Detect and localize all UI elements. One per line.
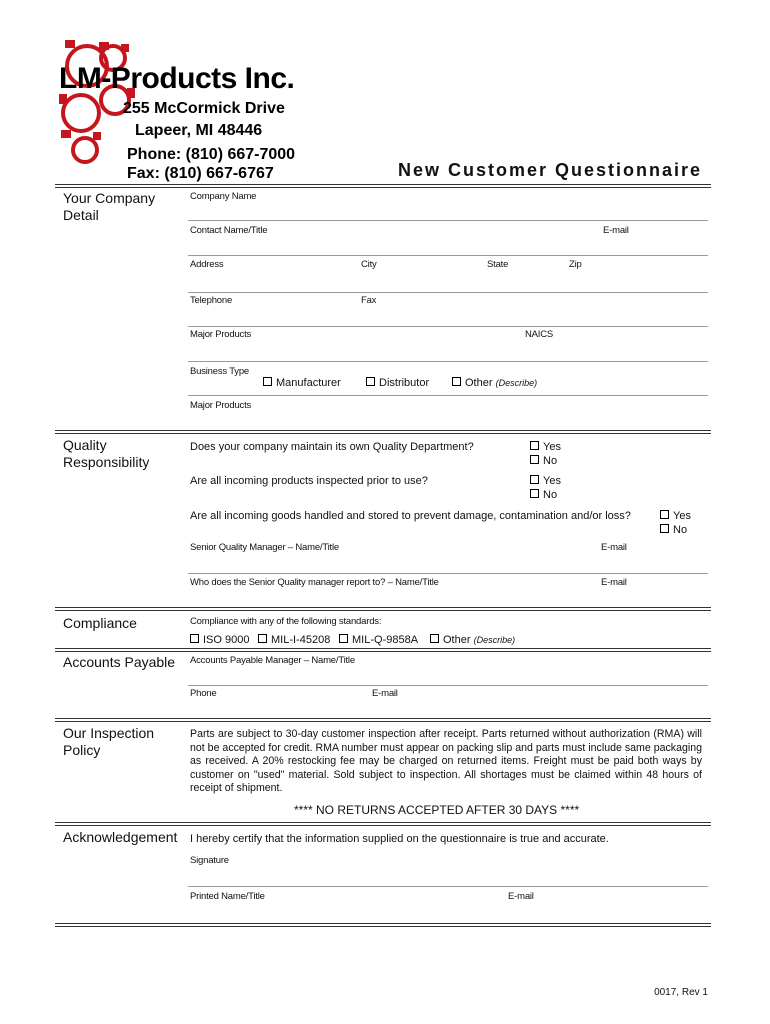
company-name: LM-Products Inc. (59, 62, 295, 95)
quality-q1: Does your company maintain its own Quality Department? (190, 441, 474, 453)
ack-statement: I hereby certify that the information supplied on the questionnaire is true and accurate. (190, 833, 609, 845)
form-title: New Customer Questionnaire (398, 160, 703, 180)
company-name-field[interactable] (188, 220, 708, 221)
reports-to-email-label: E-mail (601, 577, 627, 588)
section-divider (55, 822, 711, 826)
company-city: Lapeer, MI 48446 (135, 122, 263, 139)
section-label-inspection: Our Inspection Policy (63, 725, 155, 758)
signature-field[interactable] (188, 886, 708, 887)
section-divider (55, 923, 711, 927)
signature-label: Signature (190, 855, 229, 866)
section-label-accounts: Accounts Payable (63, 654, 176, 670)
state-label: State (487, 259, 509, 270)
section-label-compliance: Compliance (63, 615, 137, 631)
business-type-field[interactable] (188, 395, 708, 396)
section-divider (55, 718, 711, 722)
senior-manager-field[interactable] (188, 573, 708, 574)
quality-q3-no[interactable]: No (660, 524, 687, 536)
checkbox-icon[interactable] (258, 634, 267, 643)
address-field[interactable] (188, 292, 708, 293)
senior-manager-email-label: E-mail (601, 542, 627, 553)
checkbox-icon[interactable] (339, 634, 348, 643)
zip-label: Zip (569, 259, 582, 270)
quality-q1-yes[interactable]: Yes (530, 441, 561, 453)
section-divider (55, 430, 711, 434)
major-products-field[interactable] (188, 361, 708, 362)
checkbox-icon[interactable] (530, 475, 539, 484)
quality-q3: Are all incoming goods handled and stored to prevent damage, contamination and/or loss? (190, 510, 631, 522)
checkbox-icon[interactable] (430, 634, 439, 643)
ap-email-label: E-mail (372, 688, 398, 699)
section-label-quality: Quality Responsibility (63, 437, 150, 470)
printed-name-label: Printed Name/Title (190, 891, 265, 902)
telephone-label: Telephone (190, 295, 233, 306)
checkbox-icon[interactable] (530, 441, 539, 450)
address-label: Address (190, 259, 224, 270)
major-products-label: Major Products (190, 329, 252, 340)
fax-label: Fax (361, 295, 377, 306)
section-divider (55, 607, 711, 611)
ap-manager-label: Accounts Payable Manager – Name/Title (190, 655, 355, 666)
checkbox-icon[interactable] (366, 377, 375, 386)
quality-q2: Are all incoming products inspected prior to use? (190, 475, 428, 487)
checkbox-icon[interactable] (530, 489, 539, 498)
section-label-company-detail: Your Company Detail (63, 190, 156, 223)
naics-label: NAICS (525, 329, 554, 340)
contact-label: Contact Name/Title (190, 225, 268, 236)
section-divider (55, 648, 711, 652)
business-type-distributor[interactable]: Distributor (366, 377, 429, 389)
quality-q1-no[interactable]: No (530, 455, 557, 467)
section-divider (55, 184, 711, 188)
reports-to-label: Who does the Senior Quality manager report to? – Name/Title (190, 577, 439, 588)
city-label: City (361, 259, 377, 270)
business-type-other[interactable]: Other (Describe) (452, 377, 537, 389)
contact-email-label: E-mail (603, 225, 629, 236)
checkbox-icon[interactable] (452, 377, 461, 386)
quality-q2-no[interactable]: No (530, 489, 557, 501)
no-returns-notice: **** NO RETURNS ACCEPTED AFTER 30 DAYS **** (294, 803, 580, 817)
company-phone: Phone: (810) 667-7000 (127, 146, 296, 163)
company-address: 255 McCormick Drive (123, 100, 285, 117)
business-type-label: Business Type (190, 366, 250, 377)
compliance-mil2[interactable]: MIL-Q-9858A (339, 634, 418, 646)
compliance-iso[interactable]: ISO 9000 (190, 634, 249, 646)
contact-field[interactable] (188, 255, 708, 256)
senior-manager-label: Senior Quality Manager – Name/Title (190, 542, 339, 553)
compliance-mil1[interactable]: MIL-I-45208 (258, 634, 330, 646)
telephone-field[interactable] (188, 326, 708, 327)
ap-manager-field[interactable] (188, 685, 708, 686)
checkbox-icon[interactable] (660, 510, 669, 519)
major-products-2-label: Major Products (190, 400, 252, 411)
section-label-acknowledgement: Acknowledgement (63, 829, 178, 845)
company-fax: Fax: (810) 667-6767 (127, 165, 274, 182)
company-logo (55, 38, 295, 188)
business-type-manufacturer[interactable]: Manufacturer (263, 377, 341, 389)
compliance-prompt: Compliance with any of the following standards: (190, 616, 382, 627)
checkbox-icon[interactable] (530, 455, 539, 464)
compliance-other[interactable]: Other (Describe) (430, 634, 515, 646)
ack-email-label: E-mail (508, 891, 534, 902)
quality-q2-yes[interactable]: Yes (530, 475, 561, 487)
form-revision: 0017, Rev 1 (654, 987, 708, 998)
ap-phone-label: Phone (190, 688, 217, 699)
company-name-label: Company Name (190, 191, 257, 202)
checkbox-icon[interactable] (190, 634, 199, 643)
quality-q3-yes[interactable]: Yes (660, 510, 691, 522)
inspection-policy-text: Parts are subject to 30-day customer inspection after receipt. Parts returned without authorization (RMA) will not be accepted for credit. RMA number must appear on packing slip and parts must include same packaging as received. A 20% restocking fee may be charged on returned items. Freight must be paid both ways by customer on "used" material. Sold subject to inspection. All shortages must be claimed within 48 hours of receipt of shipment. (190, 728, 702, 794)
checkbox-icon[interactable] (263, 377, 272, 386)
checkbox-icon[interactable] (660, 524, 669, 533)
